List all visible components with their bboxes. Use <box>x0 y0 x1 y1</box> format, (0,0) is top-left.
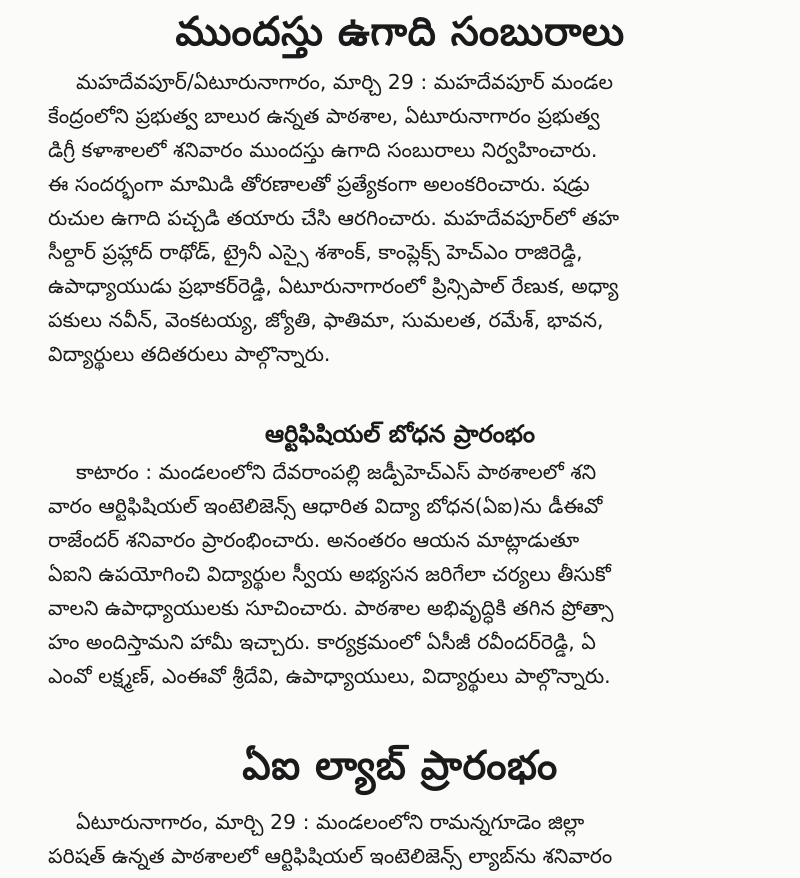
article2-line-5: వాలని ఉపాధ్యాయులకు సూచించారు. పాఠశాల అభివృద్ధికి తగిన ప్రోత్సా <box>48 596 614 620</box>
article2-line-7: ఎంవో లక్ష్మణ్, ఎంఈవో శ్రీదేవి, ఉపాధ్యాయులు, విద్యార్థులు పాల్గొన్నారు. <box>48 664 611 688</box>
article3-line-2: పరిషత్ ఉన్నత పాఠశాలలో ఆర్టిఫిషియల్ ఇంటెలిజెన్స్ ల్యాబ్‌ను శనివారం <box>48 844 613 868</box>
article1-line-7: ఉపాధ్యాయుడు ప్రభాకర్‌రెడ్డి, ఏటూరునాగారంలో ప్రిన్సిపాల్ రేణుక, అధ్యా <box>48 274 619 298</box>
article1-line-8: పకులు నవీన్, వెంకటయ్య, జ్యోతి, ఫాతిమా, సుమలత, రమేశ్, భావన, <box>48 308 604 332</box>
headline-ai-lab: ఏఐ ల్యాబ్ ప్రారంభం <box>242 743 558 789</box>
article2-line-1: కాటారం : మండలంలోని దేవరాంపల్లి జడ్పీహెచ్ఎస్ పాఠశాలలో శని <box>76 460 597 484</box>
article1-line-2: కేంద్రంలోని ప్రభుత్వ బాలుర ఉన్నత పాఠశాల, ఏటూరునాగారం ప్రభుత్వ <box>48 104 600 128</box>
article1-line-3: డిగ్రీ కళాశాలలో శనివారం ముందస్తు ఉగాది సంబురాలు నిర్వహించారు. <box>48 138 598 162</box>
article1-line-4: ఈ సందర్భంగా మామిడి తోరణాలతో ప్రత్యేకంగా అలంకరించారు. షడ్రు <box>48 172 590 196</box>
article3-line-1: ఏటూరునాగారం, మార్చి 29 : మండలంలోని రామన్నగూడెం జిల్లా <box>76 810 585 834</box>
article1-line-9: విద్యార్థులు తదితరులు పాల్గొన్నారు. <box>48 342 331 366</box>
headline-ugadi-celebrations: ముందస్తు ఉగాది సంబురాలు <box>175 9 625 55</box>
article2-line-4: ఏఐని ఉపయోగించి విద్యార్థుల స్వీయ అభ్యసన జరిగేలా చర్యలు తీసుకో <box>48 562 611 586</box>
article2-line-2: వారం ఆర్టిఫిషియల్ ఇంటెలిజెన్స్ ఆధారిత విద్యా బోధన(ఏఐ)ను డీఈవో <box>48 494 603 518</box>
article2-line-6: హం అందిస్తామని హామీ ఇచ్చారు. కార్యక్రమంలో ఏసీజీ రవీందర్‌రెడ్డి, ఏ <box>48 630 596 654</box>
article2-line-3: రాజేందర్ శనివారం ప్రారంభించారు. అనంతరం ఆయన మాట్లాడుతూ <box>48 528 580 552</box>
article1-line-5: రుచుల ఉగాది పచ్చడి తయారు చేసి ఆరగించారు. మహదేవపూర్‌లో తహ <box>48 206 620 230</box>
article1-line-6: సీల్దార్ ప్రహ్లాద్ రాథోడ్, ట్రైనీ ఎస్సై శశాంక్, కాంప్లెక్స్ హెచ్ఎం రాజిరెడ్డి, <box>48 240 583 264</box>
headline-ai-teaching: ఆర్టిఫిషియల్ బోధన ప్రారంభం <box>264 420 536 448</box>
article1-line-1: మహదేవపూర్/ఏటూరునాగారం, మార్చి 29 : మహదేవపూర్ మండల <box>76 70 614 94</box>
